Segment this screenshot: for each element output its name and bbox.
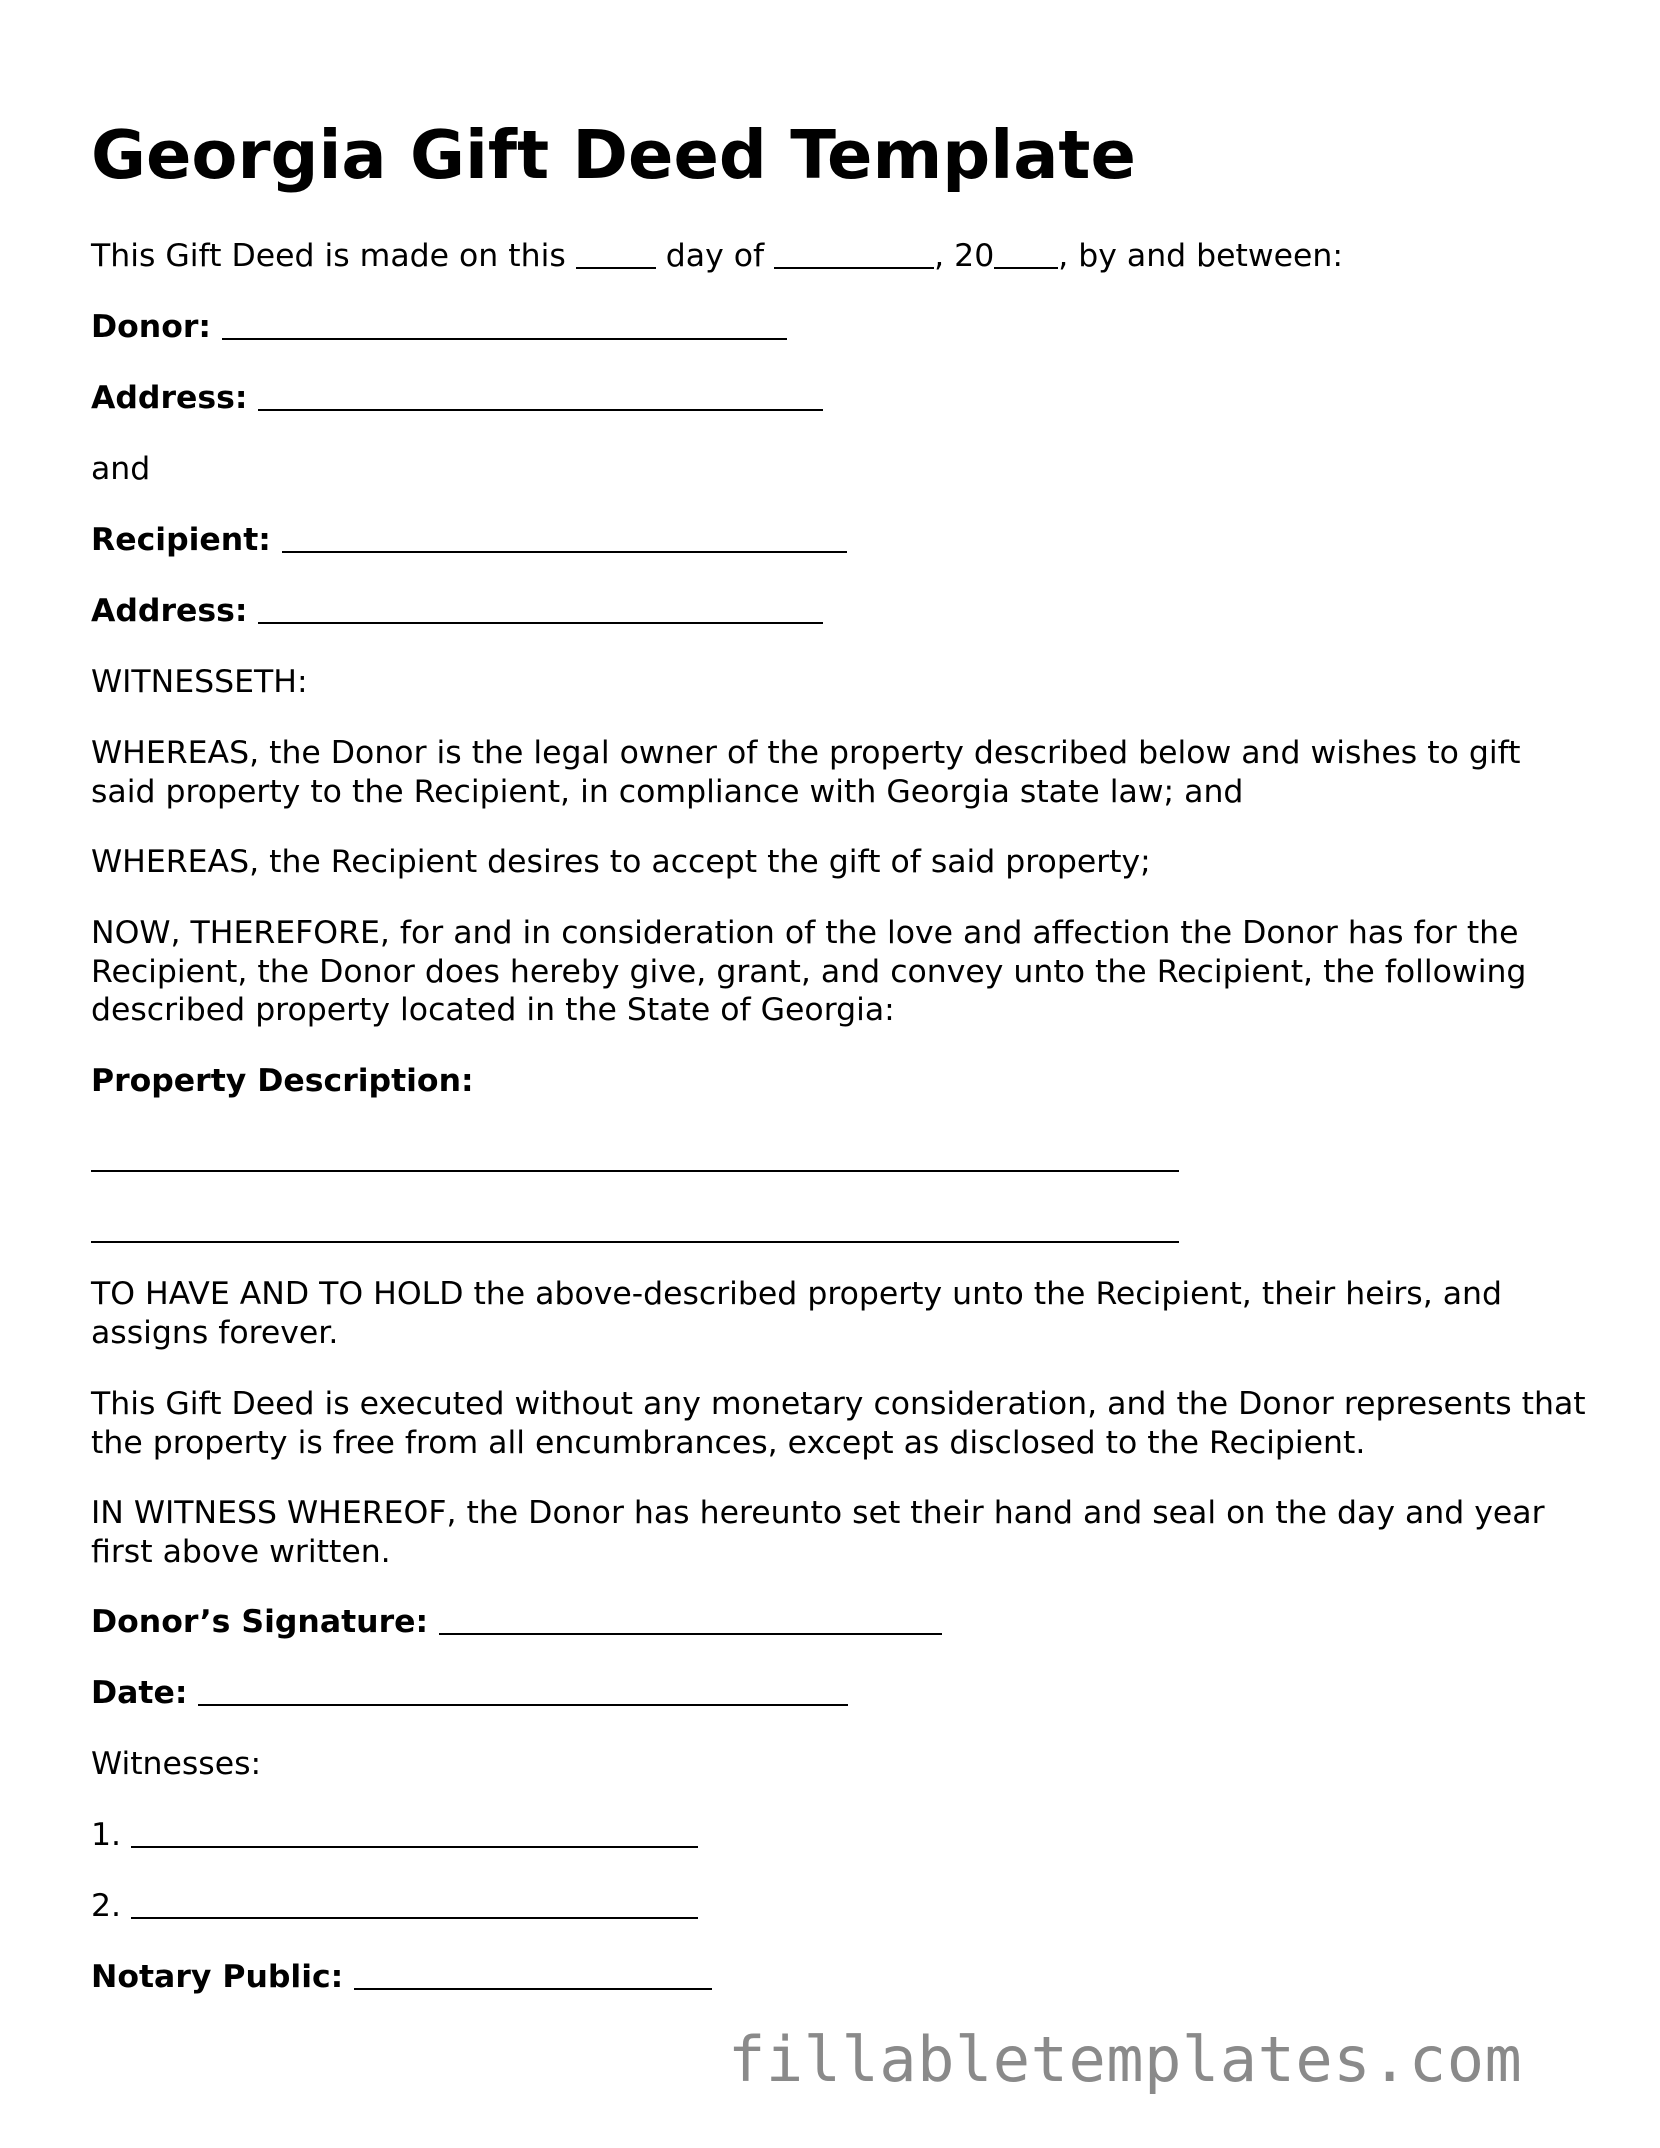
intro-text-3: , 20: [934, 238, 995, 274]
date-label: Date:: [91, 1675, 188, 1711]
witness-1-line: [91, 1816, 698, 1855]
witness-2-field[interactable]: [131, 1917, 698, 1919]
month-field[interactable]: [774, 267, 934, 269]
donor-field[interactable]: [222, 338, 787, 340]
property-description-field-1[interactable]: [91, 1170, 1179, 1172]
in-witness-paragraph: IN WITNESS WHEREOF, the Donor has hereunto set their hand and seal on the day and year first above written.: [91, 1495, 1545, 1570]
recipient-line: [91, 521, 847, 560]
whereas-paragraph-2: WHEREAS, the Recipient desires to accept the gift of said property;: [91, 844, 1151, 880]
day-field[interactable]: [576, 267, 656, 269]
witness-1-field[interactable]: [131, 1846, 698, 1848]
property-description-label: Property Description:: [91, 1063, 474, 1099]
recipient-address-line: [91, 592, 823, 631]
now-therefore-paragraph: NOW, THEREFORE, for and in consideration of the love and affection the Donor has for the Recipient, the Donor does hereby give, grant, and convey unto the Recipient, the following described property located in the State of Georgia:: [91, 915, 1527, 1028]
recipient-field[interactable]: [282, 551, 847, 553]
donor-signature-label: Donor’s Signature:: [91, 1604, 429, 1640]
date-field[interactable]: [198, 1704, 848, 1706]
donor-address-line: [91, 379, 823, 418]
witness-1-label: 1.: [91, 1817, 122, 1853]
intro-text-1: This Gift Deed is made on this: [91, 238, 566, 274]
recipient-address-label: Address:: [91, 593, 248, 629]
witness-2-line: [91, 1887, 698, 1926]
intro-text-2: day of: [665, 238, 765, 274]
donor-signature-field[interactable]: [439, 1633, 942, 1635]
donor-address-field[interactable]: [258, 409, 823, 411]
notary-label: Notary Public:: [91, 1959, 344, 1995]
to-have-paragraph: TO HAVE AND TO HOLD the above-described property unto the Recipient, their heirs, and assigns forever.: [91, 1276, 1502, 1351]
witnesses-label: Witnesses:: [91, 1746, 262, 1782]
watermark: fillabletemplates.com: [728, 2023, 1523, 2096]
notary-line: [91, 1958, 712, 1997]
donor-signature-line: [91, 1603, 942, 1642]
notary-field[interactable]: [354, 1988, 712, 1990]
and-text: and: [91, 451, 151, 487]
witnesseth-heading: WITNESSETH:: [91, 664, 308, 700]
executed-paragraph: This Gift Deed is executed without any monetary consideration, and the Donor represents that the property is free from all encumbrances, except as disclosed to the Recipient.: [91, 1386, 1586, 1461]
whereas-paragraph-1: WHEREAS, the Donor is the legal owner of the property described below and wishes to gift said property to the Recipient, in compliance with Georgia state law; and: [91, 735, 1521, 810]
property-description-field-2[interactable]: [91, 1241, 1179, 1243]
intro-line: [91, 237, 1343, 276]
donor-label: Donor:: [91, 309, 211, 345]
donor-line: [91, 308, 787, 347]
donor-address-label: Address:: [91, 380, 248, 416]
witness-2-label: 2.: [91, 1888, 122, 1924]
year-field[interactable]: [994, 267, 1058, 269]
recipient-address-field[interactable]: [258, 622, 823, 624]
intro-text-4: , by and between:: [1058, 238, 1344, 274]
date-line: [91, 1674, 848, 1713]
recipient-label: Recipient:: [91, 522, 271, 558]
page-title: Georgia Gift Deed Template: [91, 116, 1136, 194]
